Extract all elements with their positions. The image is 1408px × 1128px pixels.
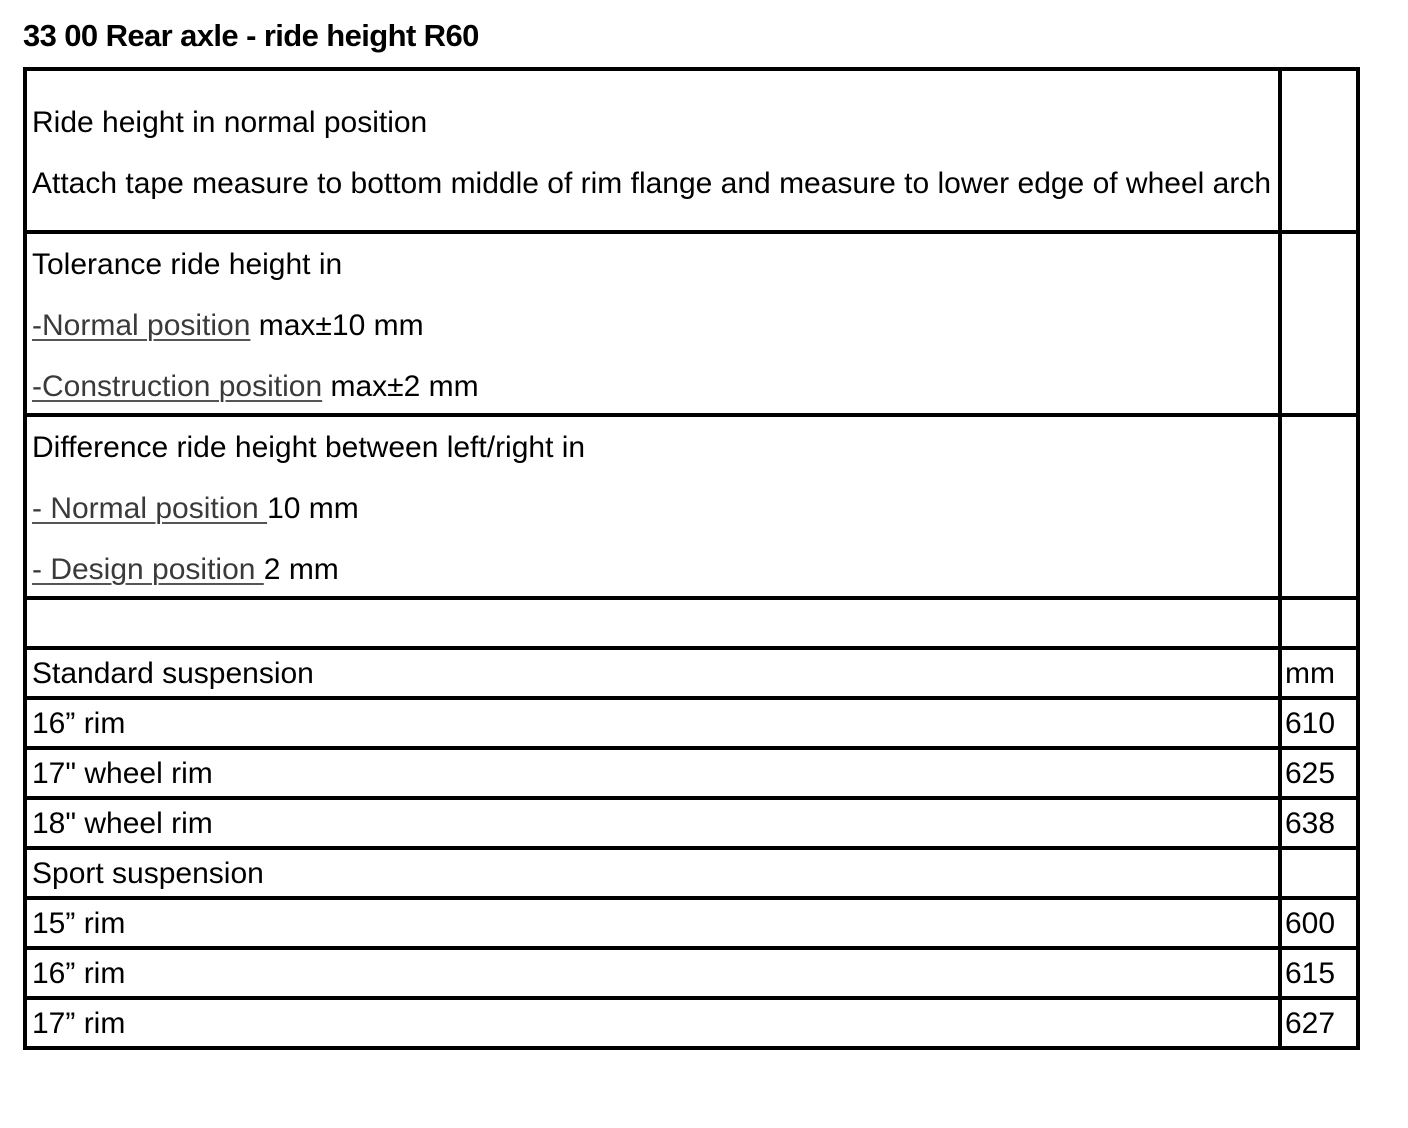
rim-size-label: 18" wheel rim [25, 798, 1280, 848]
tolerance-heading: Tolerance ride height in [32, 248, 343, 281]
standard-header-row [25, 648, 1358, 698]
empty-value-cell [1280, 69, 1358, 232]
normal-position-row [25, 69, 1358, 232]
difference-heading: Difference ride height between left/right in [32, 431, 586, 464]
table-row [25, 948, 1358, 998]
spacer-row [25, 598, 1358, 648]
design-position-link[interactable]: - Design position [32, 553, 264, 586]
tolerance-cell [25, 232, 1280, 415]
rim-size-label: 16” rim [25, 948, 1280, 998]
construction-position-link[interactable]: -Construction position [32, 370, 323, 403]
sport-header-row [25, 848, 1358, 898]
tolerance-construction-value: max±2 mm [322, 370, 479, 403]
difference-cell [25, 415, 1280, 598]
difference-normal-value: 10 mm [267, 492, 359, 525]
standard-suspension-header: Standard suspension [25, 648, 1280, 698]
empty-value-cell [1280, 415, 1358, 598]
table-row [25, 698, 1358, 748]
tolerance-construction-line [32, 364, 1278, 409]
normal-position-cell [25, 69, 1280, 232]
rim-size-label: 16” rim [25, 698, 1280, 748]
rim-size-label: 17" wheel rim [25, 748, 1280, 798]
table-row [25, 998, 1358, 1048]
empty-cell [25, 598, 1280, 648]
empty-cell [1280, 598, 1358, 648]
tolerance-row [25, 232, 1358, 415]
ride-height-value: 610 [1280, 698, 1358, 748]
table-row [25, 748, 1358, 798]
normal-position-link[interactable]: - Normal position [32, 492, 268, 525]
rim-size-label: 17” rim [25, 998, 1280, 1048]
ride-height-value: 600 [1280, 898, 1358, 948]
empty-value-cell [1280, 848, 1358, 898]
measurement-instruction: Attach tape measure to bottom middle of rim flange and measure to lower edge of wheel arch [32, 166, 1272, 200]
tolerance-normal-value: max±10 mm [250, 309, 424, 342]
ride-height-value: 615 [1280, 948, 1358, 998]
ride-height-value: 627 [1280, 998, 1358, 1048]
unit-header: mm [1280, 648, 1358, 698]
sport-suspension-header: Sport suspension [25, 848, 1280, 898]
empty-value-cell [1280, 232, 1358, 415]
page-title: 33 00 Rear axle - ride height R60 [23, 18, 479, 53]
normal-position-heading: Ride height in normal position [32, 105, 428, 139]
ride-height-value: 638 [1280, 798, 1358, 848]
rim-size-label: 15” rim [25, 898, 1280, 948]
difference-design-value: 2 mm [263, 553, 339, 586]
difference-row [25, 415, 1358, 598]
ride-height-table [23, 67, 1360, 1050]
table-row [25, 798, 1358, 848]
difference-design-line [32, 547, 1278, 592]
ride-height-value: 625 [1280, 748, 1358, 798]
difference-normal-line [32, 486, 1278, 531]
table-row [25, 898, 1358, 948]
tolerance-normal-line [32, 303, 1278, 348]
normal-position-link[interactable]: -Normal position [32, 309, 251, 342]
